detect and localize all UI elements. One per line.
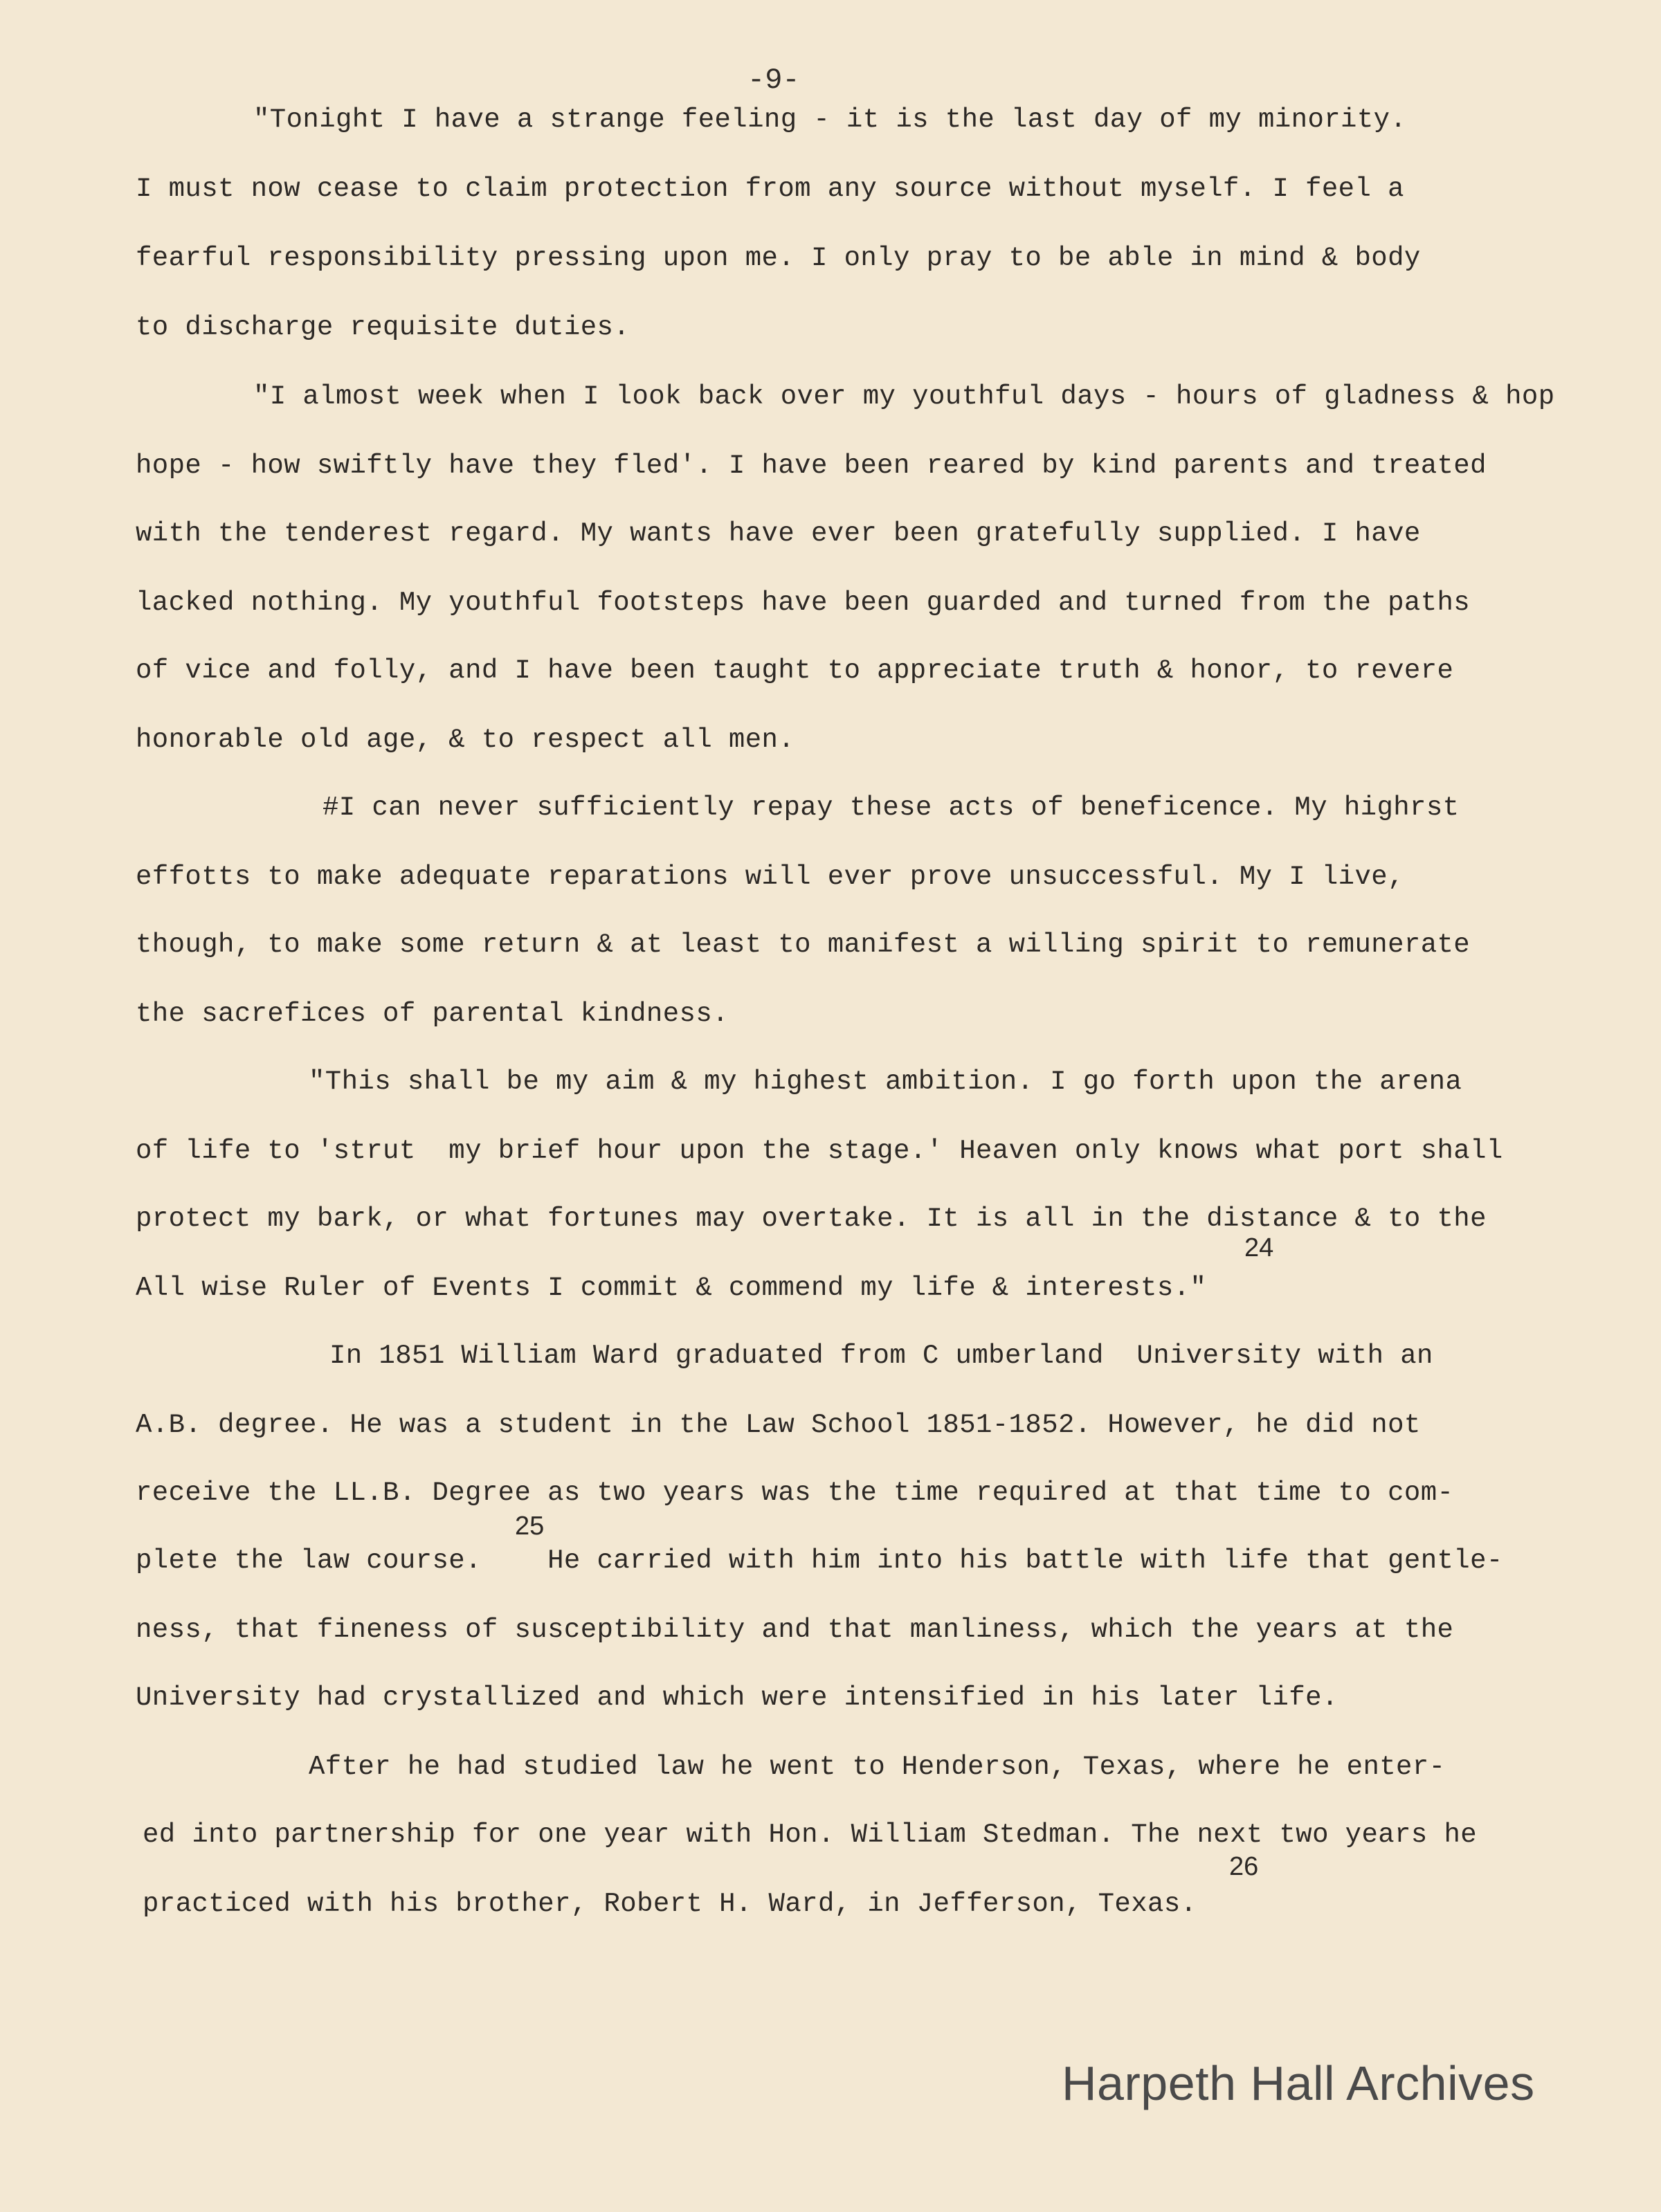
text-line: with the tenderest regard. My wants have ever been gratefully supplied. I have (136, 518, 1421, 549)
text-line: After he had studied law he went to Henderson, Texas, where he enter- (309, 1752, 1446, 1782)
text-line: In 1851 William Ward graduated from C umberland University with an (329, 1341, 1433, 1371)
text-line: University had crystallized and which were intensified in his later life. (136, 1683, 1338, 1713)
text-line: All wise Ruler of Events I commit & commend my life & interests." (136, 1273, 1207, 1303)
text-line: receive the LL.B. Degree as two years was the time required at that time to com- (136, 1478, 1454, 1508)
text-line: the sacrefices of parental kindness. (136, 999, 729, 1029)
text-line: A.B. degree. He was a student in the Law School 1851-1852. However, he did not (136, 1410, 1421, 1440)
page-number: -9- (747, 64, 800, 97)
text-line: hope - how swiftly have they fled'. I have been reared by kind parents and treated (136, 451, 1487, 481)
text-line: effotts to make adequate reparations will ever prove unsuccessful. My I live, (136, 862, 1404, 892)
text-line: to discharge requisite duties. (136, 312, 630, 343)
footnote-marker-24: 24 (1244, 1233, 1274, 1262)
footnote-marker-25: 25 (515, 1512, 545, 1541)
text-line: "I almost week when I look back over my youthful days - hours of gladness & hop (253, 381, 1555, 412)
text-line: lacked nothing. My youthful footsteps have been guarded and turned from the paths (136, 588, 1471, 618)
archive-watermark: Harpeth Hall Archives (1062, 2056, 1535, 2110)
footnote-marker-26: 26 (1229, 1852, 1259, 1881)
text-line: practiced with his brother, Robert H. Ward, in Jefferson, Texas. (143, 1889, 1197, 1919)
text-line: plete the law course. He carried with him into his battle with life that gentle- (136, 1545, 1503, 1576)
text-line: though, to make some return & at least to manifest a willing spirit to remunerate (136, 930, 1471, 960)
text-line: of vice and folly, and I have been taught to appreciate truth & honor, to revere (136, 655, 1454, 686)
text-line: ed into partnership for one year with Hon. William Stedman. The next two years he (143, 1820, 1478, 1850)
text-line: of life to 'strut my brief hour upon the stage.' Heaven only knows what port shall (136, 1136, 1503, 1166)
text-line: I must now cease to claim protection from any source without myself. I feel a (136, 174, 1404, 204)
text-line: ness, that fineness of susceptibility and that manliness, which the years at the (136, 1615, 1454, 1645)
text-line: fearful responsibility pressing upon me. I only pray to be able in mind & body (136, 243, 1421, 273)
text-line: "This shall be my aim & my highest ambition. I go forth upon the arena (309, 1067, 1462, 1097)
text-line: protect my bark, or what fortunes may overtake. It is all in the distance & to the (136, 1204, 1487, 1234)
text-line: "Tonight I have a strange feeling - it is the last day of my minority. (253, 105, 1407, 135)
text-line: #I can never sufficiently repay these acts of beneficence. My highrst (323, 792, 1460, 823)
text-line: honorable old age, & to respect all men. (136, 725, 795, 755)
